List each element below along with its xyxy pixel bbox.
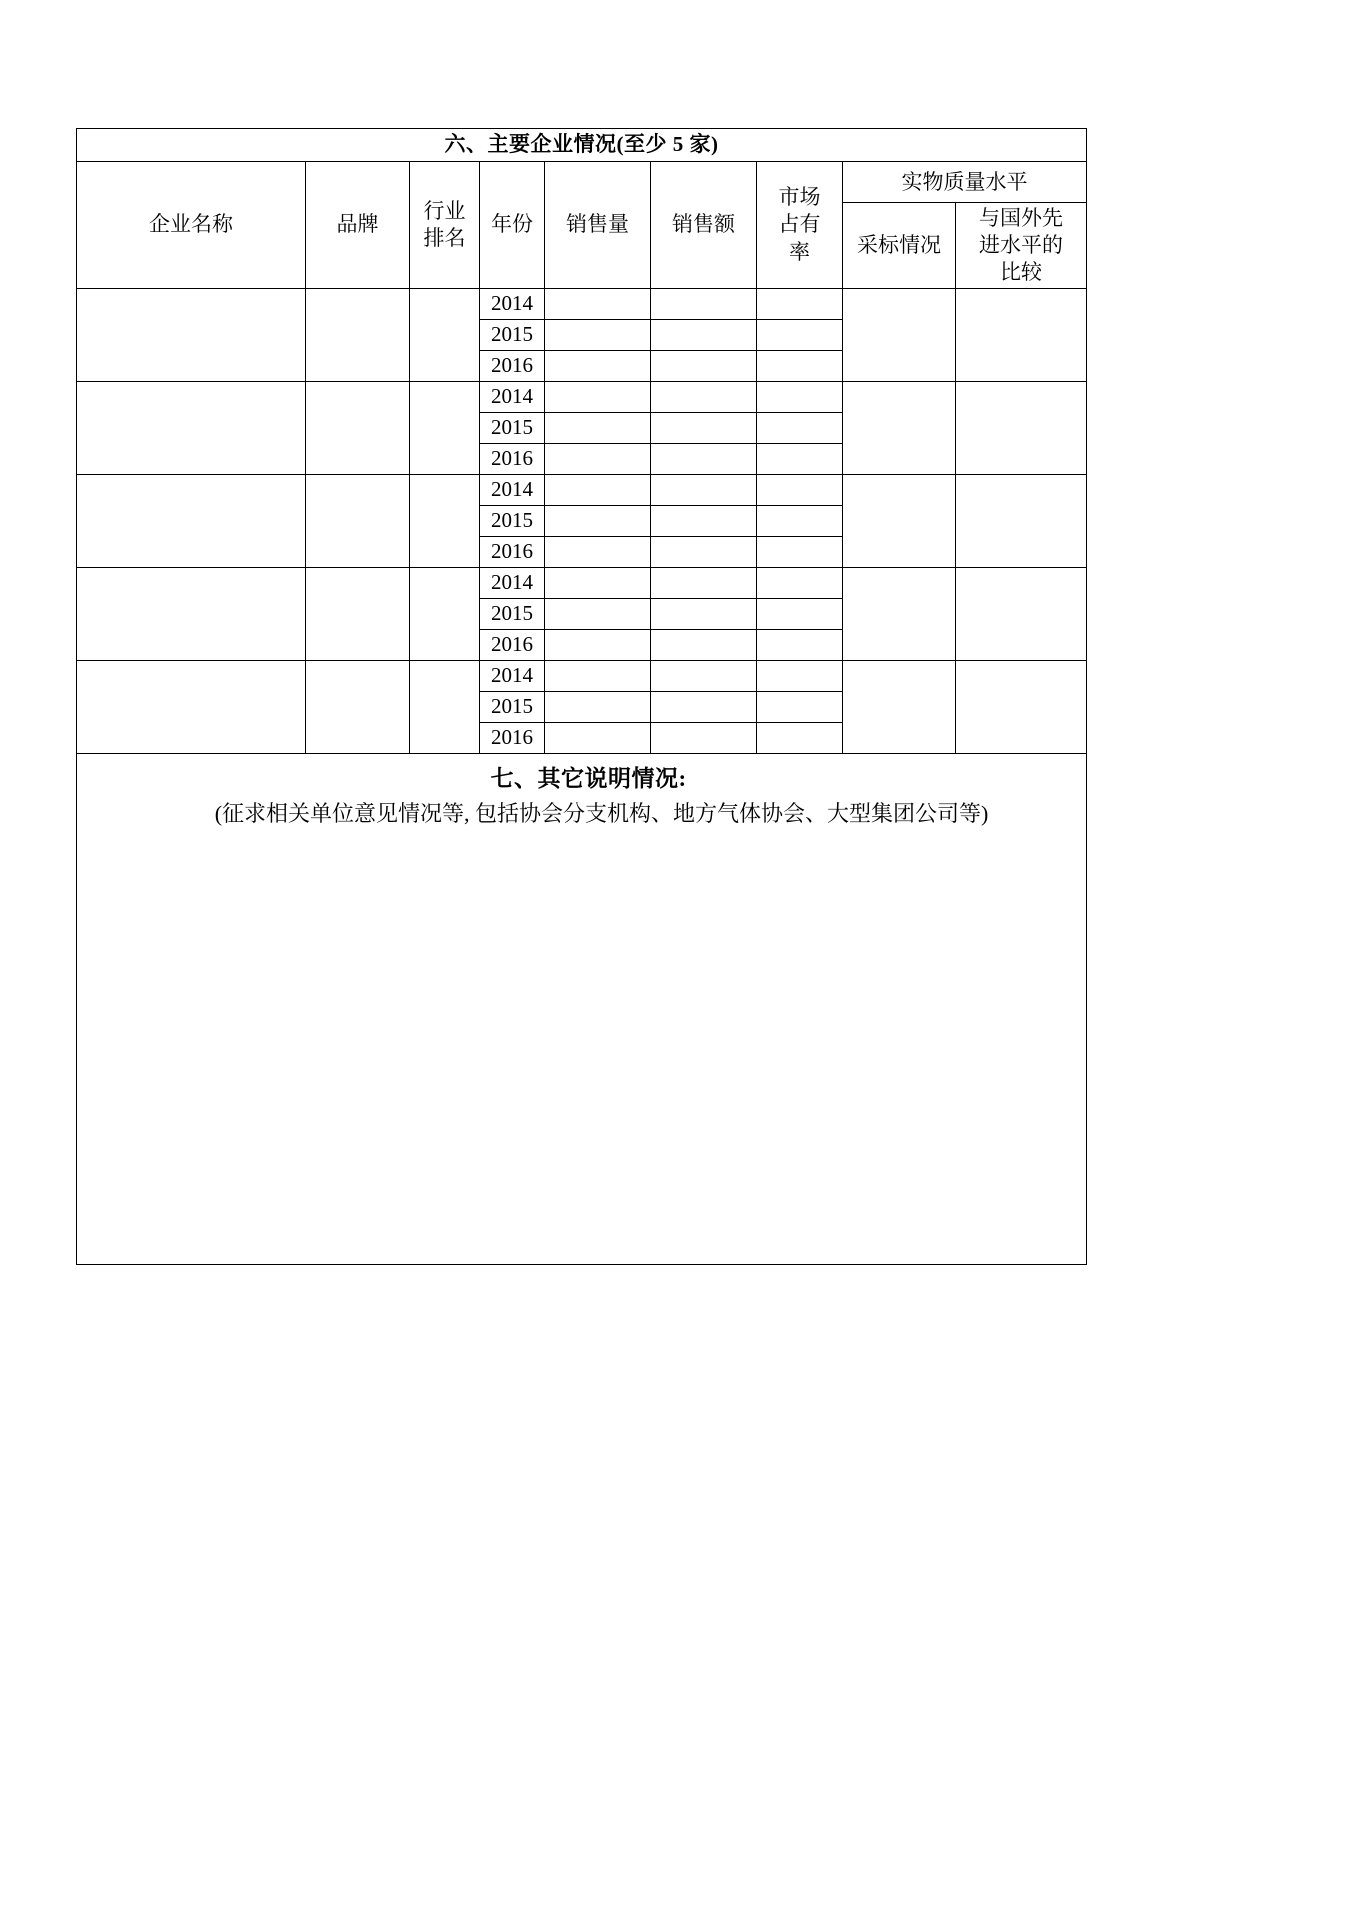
- table-header-row-1: [77, 162, 1087, 203]
- cell-compare-foreign[interactable]: [956, 475, 1087, 568]
- header-compare-foreign-level: [956, 203, 1087, 289]
- cell-compare-foreign[interactable]: [956, 568, 1087, 661]
- header-market-share: [757, 162, 843, 289]
- table-row: [77, 289, 1087, 320]
- cell-sales-amount[interactable]: [651, 444, 757, 475]
- cell-industry-rank[interactable]: [410, 661, 480, 754]
- cell-sales-volume[interactable]: [545, 475, 651, 506]
- header-market-share-line1: 市场: [778, 185, 821, 210]
- header-physical-quality-level: 实物质量水平: [843, 162, 1087, 203]
- cell-market-share[interactable]: [757, 599, 843, 630]
- cell-standard-adoption[interactable]: [843, 382, 956, 475]
- cell-sales-amount[interactable]: [651, 351, 757, 382]
- cell-sales-amount[interactable]: [651, 537, 757, 568]
- cell-year: 2014: [480, 475, 545, 506]
- header-industry-rank: [410, 162, 480, 289]
- section-six-title: 六、主要企业情况(至少 5 家): [77, 129, 1087, 162]
- cell-sales-volume[interactable]: [545, 692, 651, 723]
- cell-market-share[interactable]: [757, 723, 843, 754]
- cell-market-share[interactable]: [757, 444, 843, 475]
- cell-compare-foreign[interactable]: [956, 289, 1087, 382]
- cell-sales-amount[interactable]: [651, 723, 757, 754]
- table-row: [77, 568, 1087, 599]
- section-seven-subtitle: (征求相关单位意见情况等, 包括协会分支机构、地方气体协会、大型集团公司等): [214, 801, 989, 827]
- cell-sales-amount[interactable]: [651, 630, 757, 661]
- cell-sales-volume[interactable]: [545, 289, 651, 320]
- cell-sales-volume[interactable]: [545, 661, 651, 692]
- header-year: 年份: [480, 162, 545, 289]
- cell-year: 2015: [480, 599, 545, 630]
- cell-sales-volume[interactable]: [545, 320, 651, 351]
- cell-year: 2016: [480, 351, 545, 382]
- cell-sales-amount[interactable]: [651, 568, 757, 599]
- cell-industry-rank[interactable]: [410, 568, 480, 661]
- header-enterprise-name: 企业名称: [77, 162, 306, 289]
- header-market-share-line2: 占有: [778, 212, 821, 237]
- table-row: [77, 661, 1087, 692]
- enterprise-survey-form: [76, 128, 1087, 1265]
- cell-standard-adoption[interactable]: [843, 475, 956, 568]
- cell-sales-volume[interactable]: [545, 506, 651, 537]
- cell-market-share[interactable]: [757, 320, 843, 351]
- cell-sales-amount[interactable]: [651, 599, 757, 630]
- cell-sales-amount[interactable]: [651, 506, 757, 537]
- cell-year: 2014: [480, 289, 545, 320]
- cell-market-share[interactable]: [757, 630, 843, 661]
- header-industry-rank-line2: 排名: [423, 226, 466, 250]
- cell-market-share[interactable]: [757, 661, 843, 692]
- cell-year: 2014: [480, 661, 545, 692]
- table-row: [77, 475, 1087, 506]
- header-sales-volume: 销售量: [545, 162, 651, 289]
- cell-sales-amount[interactable]: [651, 289, 757, 320]
- cell-sales-volume[interactable]: [545, 599, 651, 630]
- cell-market-share[interactable]: [757, 475, 843, 506]
- cell-enterprise-name[interactable]: [77, 289, 306, 382]
- cell-sales-volume[interactable]: [545, 568, 651, 599]
- cell-year: 2015: [480, 506, 545, 537]
- cell-enterprise-name[interactable]: [77, 382, 306, 475]
- header-compare-foreign-line2: 进水平的: [979, 233, 1064, 257]
- cell-year: 2014: [480, 568, 545, 599]
- header-market-share-line3: 率: [789, 239, 810, 264]
- cell-sales-amount[interactable]: [651, 382, 757, 413]
- section-seven-cell[interactable]: [77, 754, 1087, 1265]
- cell-brand[interactable]: [306, 475, 410, 568]
- cell-sales-volume[interactable]: [545, 382, 651, 413]
- header-standard-adoption: 采标情况: [843, 203, 956, 289]
- cell-sales-volume[interactable]: [545, 444, 651, 475]
- cell-year: 2014: [480, 382, 545, 413]
- form-container: [76, 128, 1086, 1265]
- header-compare-foreign-line3: 比较: [1000, 260, 1043, 285]
- cell-enterprise-name[interactable]: [77, 661, 306, 754]
- header-compare-foreign-line1: 与国外先: [979, 205, 1064, 230]
- cell-year: 2016: [480, 444, 545, 475]
- cell-sales-amount[interactable]: [651, 692, 757, 723]
- header-brand: 品牌: [306, 162, 410, 289]
- header-sales-amount: 销售额: [651, 162, 757, 289]
- cell-brand[interactable]: [306, 661, 410, 754]
- cell-enterprise-name[interactable]: [77, 475, 306, 568]
- cell-sales-volume[interactable]: [545, 413, 651, 444]
- cell-market-share[interactable]: [757, 382, 843, 413]
- cell-industry-rank[interactable]: [410, 475, 480, 568]
- section-seven-row: [77, 754, 1087, 1265]
- cell-market-share[interactable]: [757, 413, 843, 444]
- cell-brand[interactable]: [306, 289, 410, 382]
- cell-sales-volume[interactable]: [545, 630, 651, 661]
- cell-year: 2016: [480, 630, 545, 661]
- cell-market-share[interactable]: [757, 692, 843, 723]
- cell-standard-adoption[interactable]: [843, 568, 956, 661]
- cell-sales-volume[interactable]: [545, 537, 651, 568]
- cell-year: 2015: [480, 413, 545, 444]
- cell-standard-adoption[interactable]: [843, 289, 956, 382]
- cell-brand[interactable]: [306, 382, 410, 475]
- cell-year: 2016: [480, 723, 545, 754]
- cell-industry-rank[interactable]: [410, 382, 480, 475]
- cell-market-share[interactable]: [757, 351, 843, 382]
- cell-brand[interactable]: [306, 568, 410, 661]
- section-six-title-row: [77, 129, 1087, 162]
- cell-market-share[interactable]: [757, 289, 843, 320]
- cell-market-share[interactable]: [757, 506, 843, 537]
- table-row: [77, 382, 1087, 413]
- cell-sales-amount[interactable]: [651, 413, 757, 444]
- cell-industry-rank[interactable]: [410, 289, 480, 382]
- header-industry-rank-line1: 行业: [423, 198, 466, 223]
- cell-year: 2015: [480, 320, 545, 351]
- cell-sales-volume[interactable]: [545, 723, 651, 754]
- cell-year: 2015: [480, 692, 545, 723]
- cell-compare-foreign[interactable]: [956, 661, 1087, 754]
- cell-sales-volume[interactable]: [545, 351, 651, 382]
- section-seven-title: 七、其它说明情况:: [490, 766, 687, 791]
- cell-sales-amount[interactable]: [651, 661, 757, 692]
- cell-market-share[interactable]: [757, 537, 843, 568]
- cell-enterprise-name[interactable]: [77, 568, 306, 661]
- cell-sales-amount[interactable]: [651, 320, 757, 351]
- cell-market-share[interactable]: [757, 568, 843, 599]
- cell-compare-foreign[interactable]: [956, 382, 1087, 475]
- cell-standard-adoption[interactable]: [843, 661, 956, 754]
- cell-sales-amount[interactable]: [651, 475, 757, 506]
- section-seven-body[interactable]: [77, 754, 1086, 1264]
- cell-year: 2016: [480, 537, 545, 568]
